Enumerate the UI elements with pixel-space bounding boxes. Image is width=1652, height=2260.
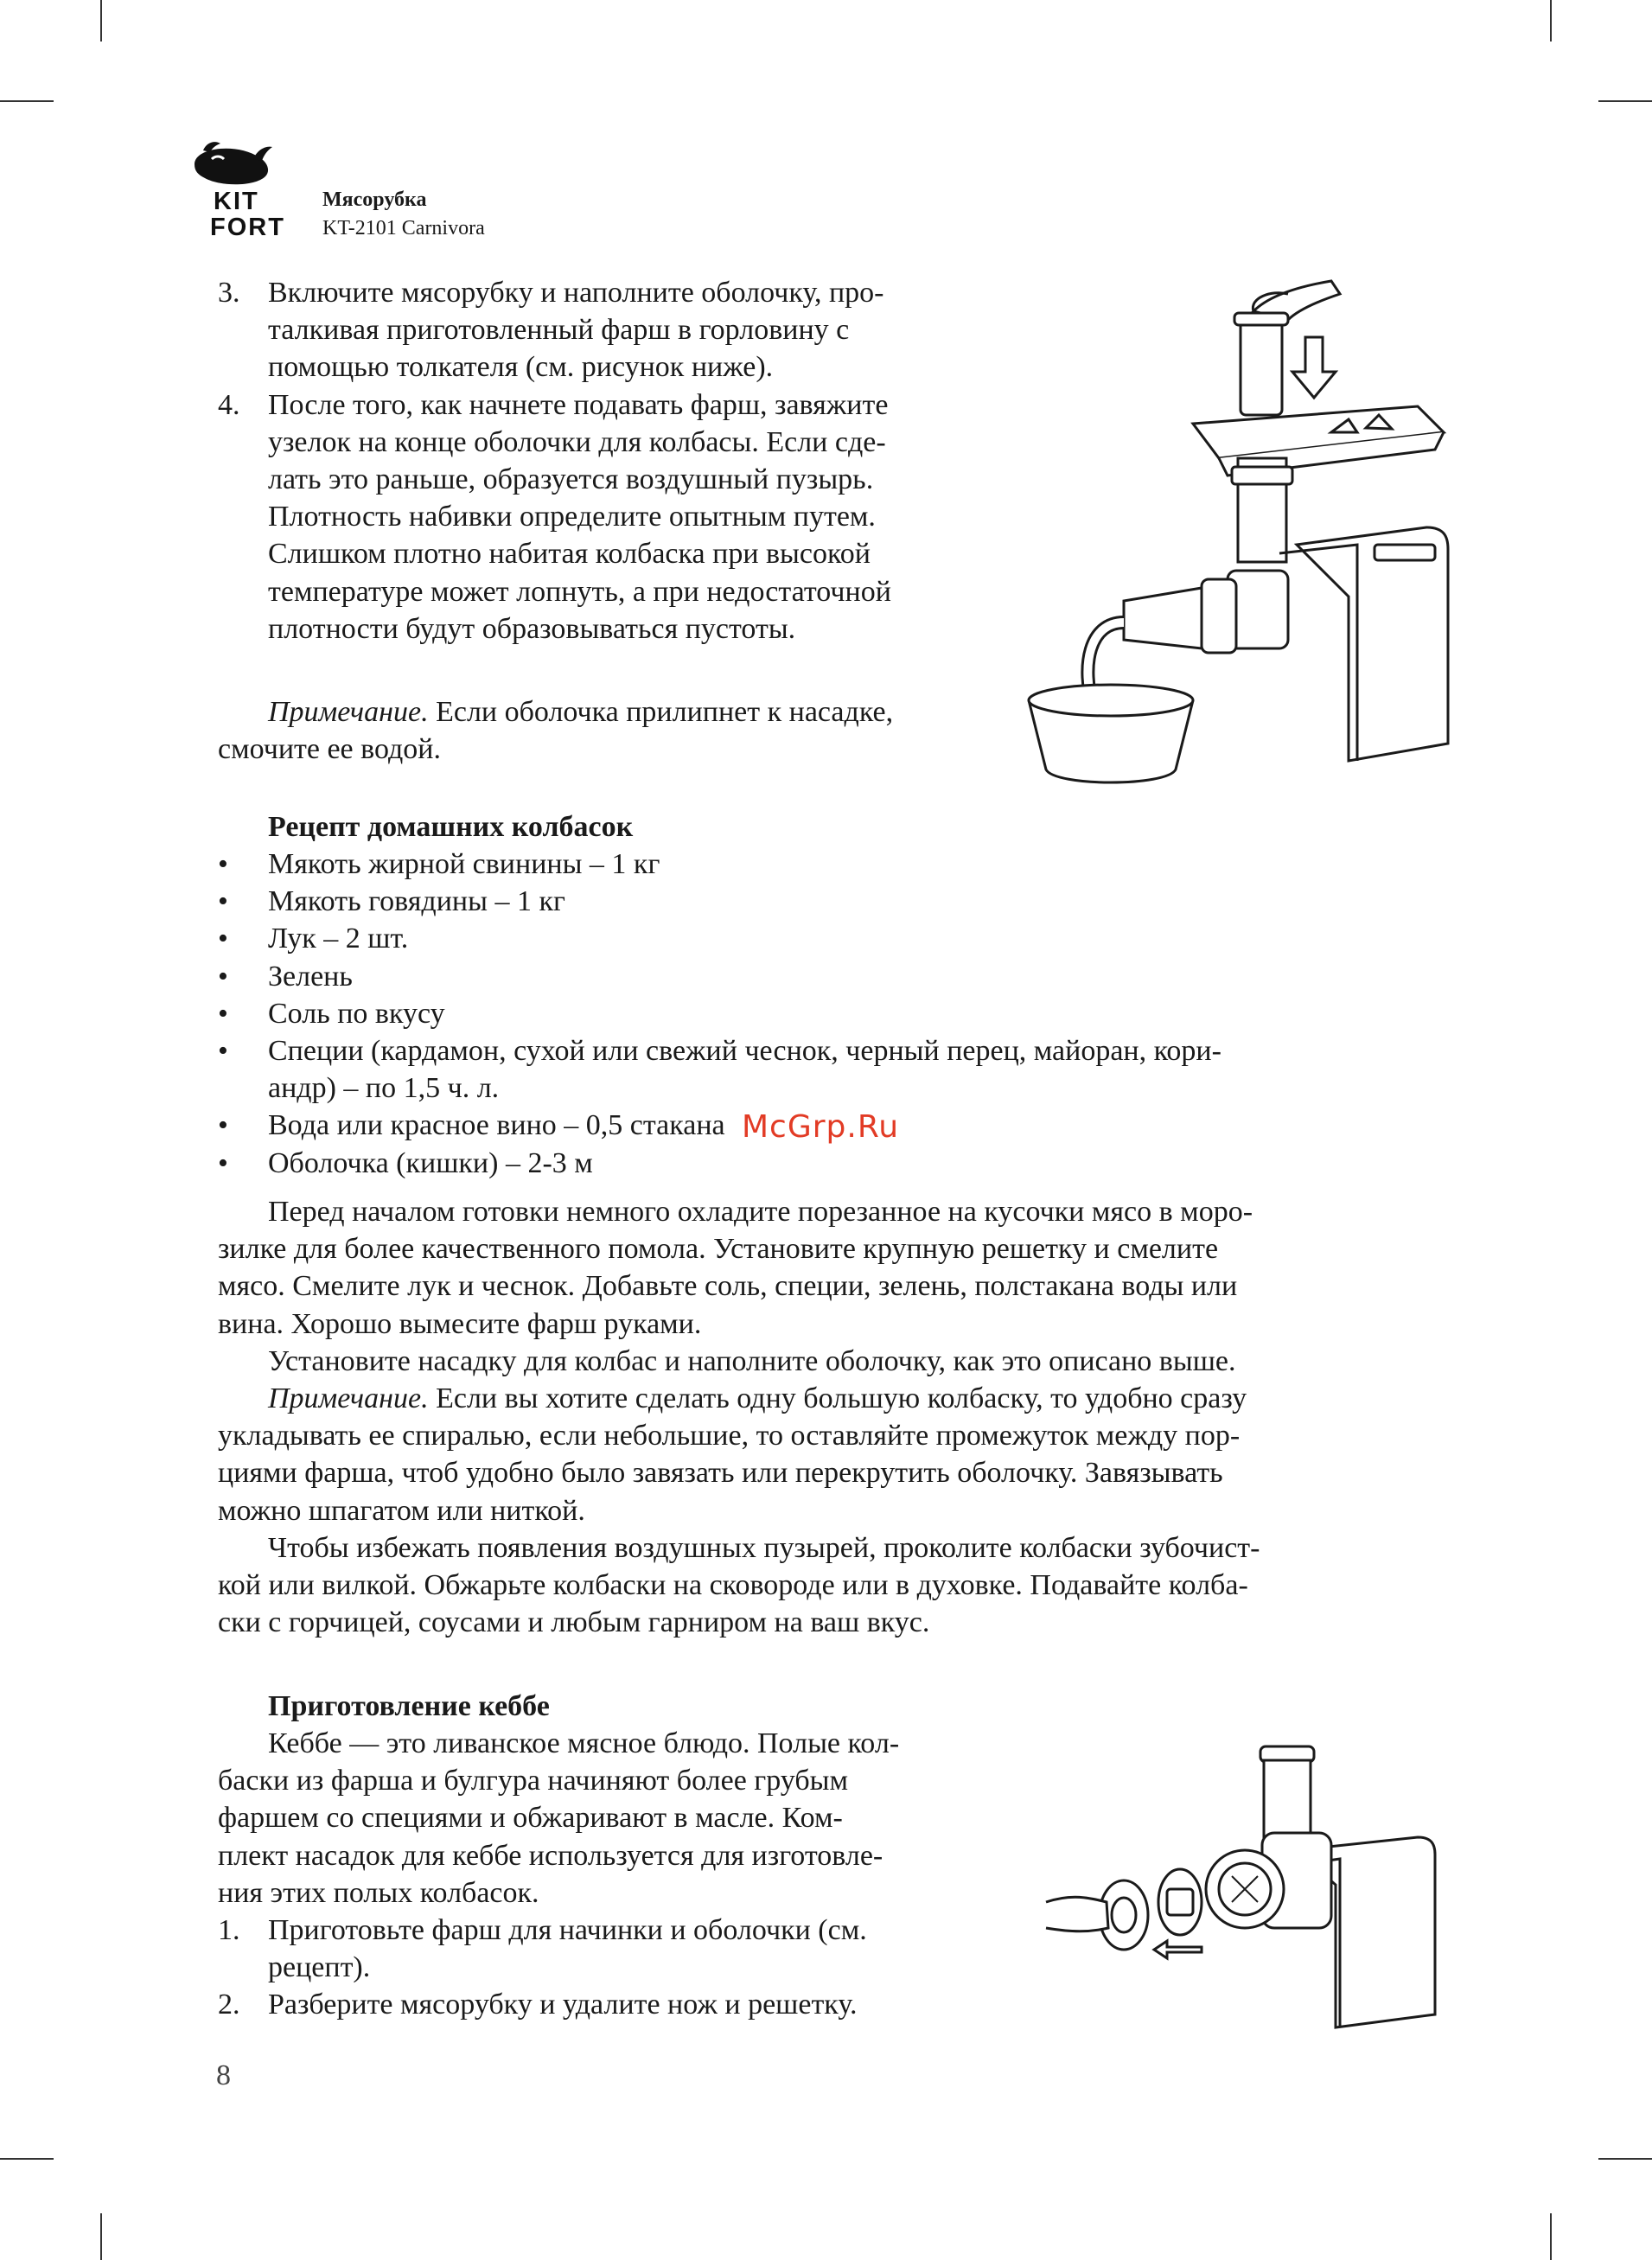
step-text-line: Слишком плотно набитая колбаска при высокой bbox=[268, 538, 871, 571]
paragraph-line: вина. Хорошо вымесите фарш руками. bbox=[218, 1307, 702, 1340]
note-label: Примечание. bbox=[268, 1382, 429, 1414]
crop-mark bbox=[1598, 100, 1652, 102]
crop-mark bbox=[1598, 2158, 1652, 2160]
paragraph-line: мясо. Смелите лук и чеснок. Добавьте соль, специи, зелень, полстакана воды или bbox=[218, 1270, 1238, 1303]
paragraph-line: ски с горчицей, соусами и любым гарниром на ваш вкус. bbox=[218, 1606, 930, 1639]
ingredient-item: Мякоть жирной свинины – 1 кг bbox=[268, 848, 660, 880]
model-name: KT-2101 Carnivora bbox=[322, 217, 485, 239]
step-number: 3. bbox=[218, 277, 240, 309]
whale-icon bbox=[186, 138, 281, 190]
note-1: Примечание. Если оболочка прилипнет к насадке, bbox=[268, 696, 894, 728]
crop-mark bbox=[100, 0, 102, 41]
page-number: 8 bbox=[216, 2059, 231, 2091]
paragraph-line: фаршем со специями и обжаривают в масле. Ком- bbox=[218, 1802, 843, 1835]
bullet-icon: • bbox=[218, 1035, 228, 1067]
ingredient-item: Лук – 2 шт. bbox=[268, 923, 409, 955]
step-text-line: Включите мясорубку и наполните оболочку, про- bbox=[268, 277, 884, 309]
kebbe-title: Приготовление кеббе bbox=[268, 1690, 550, 1722]
note-1-cont: смочите ее водой. bbox=[218, 733, 441, 765]
bullet-icon: • bbox=[218, 1146, 228, 1179]
paragraph-line: Чтобы избежать появления воздушных пузырей, проколите колбаски зубочист- bbox=[268, 1531, 1260, 1564]
step-number: 4. bbox=[218, 388, 240, 421]
bullet-icon: • bbox=[218, 885, 228, 918]
paragraph-line: циями фарша, чтоб удобно было завязать или перекрутить оболочку. Завязывать bbox=[218, 1457, 1223, 1490]
paragraph-line: Перед началом готовки немного охладите порезанное на кусочки мясо в моро- bbox=[268, 1196, 1253, 1228]
paragraph-line: зилке для более качественного помола. Установите крупную решетку и смелите bbox=[218, 1233, 1219, 1266]
paragraph-line: ния этих полых колбасок. bbox=[218, 1876, 539, 1909]
kitfort-logo bbox=[186, 138, 307, 242]
product-name: Мясорубка bbox=[322, 188, 427, 211]
bullet-icon: • bbox=[218, 848, 228, 880]
step-text-line: узелок на конце оболочки для колбасы. Если сде- bbox=[268, 425, 886, 458]
ingredient-item: Соль по вкусу bbox=[268, 997, 445, 1030]
ingredient-item: Мякоть говядины – 1 кг bbox=[268, 885, 565, 918]
step-text-line: лать это раньше, образуется воздушный пузырь. bbox=[268, 463, 874, 495]
crop-mark bbox=[0, 2158, 54, 2160]
watermark: McGrp.Ru bbox=[742, 1109, 900, 1145]
note-text: Если вы хотите сделать одну большую колбаску, то удобно сразу bbox=[428, 1382, 1247, 1414]
paragraph-line: плект насадок для кеббе используется для изготовле- bbox=[218, 1839, 883, 1872]
step-text-line: Разберите мясорубку и удалите нож и решетку. bbox=[268, 1989, 858, 2021]
ingredient-item: Оболочка (кишки) – 2-3 м bbox=[268, 1146, 593, 1179]
brand-wordmark: KIT FORT bbox=[210, 188, 285, 241]
step-text-line: талкивая приготовленный фарш в горловину с bbox=[268, 314, 850, 347]
bullet-icon: • bbox=[218, 1109, 228, 1142]
paragraph-line: баски из фарша и булгура начиняют более грубым bbox=[218, 1765, 848, 1797]
step-text-line: Плотность набивки определите опытным путем. bbox=[268, 501, 876, 533]
step-text-line: температуре может лопнуть, а при недостаточной bbox=[268, 575, 891, 608]
ingredient-item: Вода или красное вино – 0,5 стакана bbox=[268, 1109, 725, 1142]
recipe-title: Рецепт домашних колбасок bbox=[268, 811, 634, 843]
grinder-sausage-illustration bbox=[1011, 259, 1496, 813]
crop-mark bbox=[100, 2213, 102, 2260]
bullet-icon: • bbox=[218, 997, 228, 1030]
ingredient-item: андр) – по 1,5 ч. л. bbox=[268, 1072, 500, 1105]
paragraph-line: укладывать ее спиралью, если небольшие, то оставляйте промежуток между пор- bbox=[218, 1420, 1241, 1452]
bullet-icon: • bbox=[218, 923, 228, 955]
step-text-line: рецепт). bbox=[268, 1951, 371, 1984]
step-number: 2. bbox=[218, 1989, 240, 2021]
step-text-line: Приготовьте фарш для начинки и оболочки (см. bbox=[268, 1914, 867, 1946]
paragraph-line: Установите насадку для колбас и наполните оболочку, как это описано выше. bbox=[268, 1344, 1236, 1377]
paragraph-line: можно шпагатом или ниткой. bbox=[218, 1494, 585, 1527]
ingredient-item: Специи (кардамон, сухой или свежий чеснок, черный перец, майоран, кори- bbox=[268, 1035, 1221, 1067]
crop-mark bbox=[1550, 0, 1552, 41]
bullet-icon: • bbox=[218, 960, 228, 993]
paragraph-line: Кеббе — это ливанское мясное блюдо. Полые кол- bbox=[268, 1727, 900, 1759]
crop-mark bbox=[0, 100, 54, 102]
paragraph-line: кой или вилкой. Обжарьте колбаски на сковороде или в духовке. Подавайте колба- bbox=[218, 1569, 1248, 1601]
grinder-kebbe-illustration bbox=[1037, 1738, 1487, 2049]
recipe-note bbox=[268, 1380, 1247, 1417]
step-number: 1. bbox=[218, 1914, 240, 1946]
ingredient-item: Зелень bbox=[268, 960, 353, 993]
step-text-line: помощью толкателя (см. рисунок ниже). bbox=[268, 351, 774, 384]
step-text-line: После того, как начнете подавать фарш, завяжите bbox=[268, 388, 889, 421]
step-text-line: плотности будут образовываться пустоты. bbox=[268, 612, 796, 645]
crop-mark bbox=[1550, 2213, 1552, 2260]
